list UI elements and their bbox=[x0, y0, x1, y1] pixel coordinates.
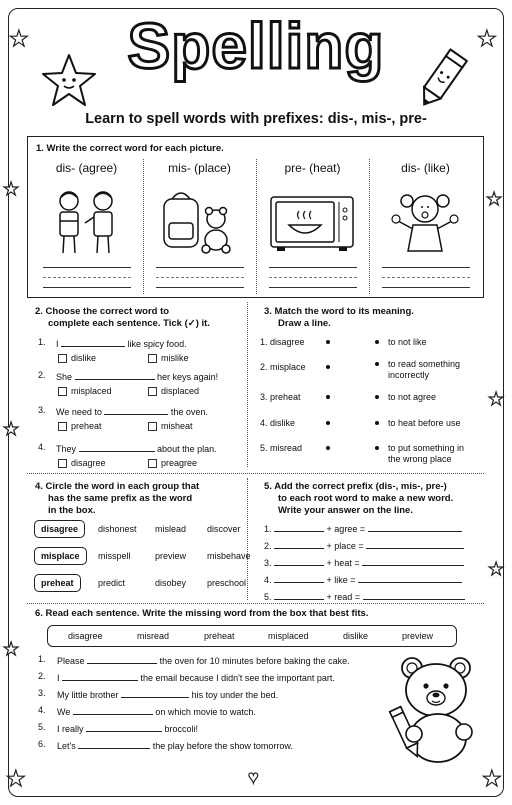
star-icon: ★ bbox=[6, 766, 26, 791]
question-sentence: I like spicy food. bbox=[56, 339, 187, 349]
word-bank-item: preview bbox=[402, 631, 434, 641]
answer-blank[interactable] bbox=[121, 688, 189, 698]
star-icon: ★ bbox=[9, 26, 29, 51]
guide-line bbox=[382, 277, 470, 278]
prefix-blank[interactable] bbox=[274, 556, 324, 566]
prefix-word-box: preheat bbox=[34, 574, 81, 592]
star-icon: ★ bbox=[488, 559, 505, 579]
section-3-title-line2: Draw a line. bbox=[278, 318, 331, 329]
fill-sentence: Please the oven for 10 minutes before baking the cake. bbox=[57, 656, 350, 666]
answer-blank[interactable] bbox=[62, 671, 138, 681]
word-bank-item: misread bbox=[137, 631, 170, 641]
answer-line[interactable] bbox=[156, 267, 244, 268]
option[interactable]: preagree bbox=[148, 458, 197, 468]
match-meaning: to not like bbox=[388, 337, 427, 347]
word-bank bbox=[47, 625, 457, 647]
question-sentence: They about the plan. bbox=[56, 444, 217, 454]
prefix-item: 2. + place = bbox=[264, 539, 464, 551]
answer-blank[interactable] bbox=[61, 337, 125, 347]
guide-line bbox=[269, 277, 357, 278]
match-word: 3. preheat bbox=[260, 392, 301, 402]
fill-sentence: I really broccoli! bbox=[57, 724, 199, 734]
two-boys-arguing-icon bbox=[41, 185, 132, 257]
sentence-number: 1. bbox=[38, 337, 46, 347]
option[interactable]: misplaced bbox=[58, 386, 112, 396]
match-meaning: to heat before use bbox=[388, 418, 461, 428]
star-icon: ★ bbox=[3, 419, 20, 439]
prefix-blank[interactable] bbox=[274, 522, 324, 532]
match-word: 2. misplace bbox=[260, 362, 306, 372]
match-dot[interactable] bbox=[326, 340, 330, 344]
picture-card bbox=[370, 159, 481, 294]
guide-line bbox=[156, 277, 244, 278]
section-4-title-line3: in the box. bbox=[48, 505, 96, 516]
choice-word[interactable]: disobey bbox=[155, 578, 187, 588]
section-2-title: 2. Choose the correct word to bbox=[35, 306, 170, 317]
choice-word[interactable]: predict bbox=[98, 578, 126, 588]
sentence-number: 5. bbox=[38, 722, 46, 732]
star-icon: ★ bbox=[477, 26, 497, 51]
checkbox-icon[interactable] bbox=[148, 459, 157, 468]
match-meaning: to read something bbox=[388, 359, 461, 369]
word-bank-item: preheat bbox=[204, 631, 235, 641]
answer-blank[interactable] bbox=[79, 442, 155, 452]
match-dot[interactable] bbox=[326, 365, 330, 369]
question-sentence: She her keys again! bbox=[56, 372, 219, 382]
checkbox-icon[interactable] bbox=[148, 422, 157, 431]
prefix-item: 4. + like = bbox=[264, 573, 462, 585]
sentence-number: 1. bbox=[38, 654, 46, 664]
match-meaning: to put something in bbox=[388, 443, 465, 453]
word-bank-item: disagree bbox=[68, 631, 103, 641]
fill-sentence: I the email because I didn't see the important part. bbox=[57, 673, 335, 683]
section-1-title: 1. Write the correct word for each picture. bbox=[36, 143, 224, 154]
picture-card bbox=[31, 159, 142, 294]
fill-sentence: My little brother his toy under the bed. bbox=[57, 690, 279, 700]
choice-word[interactable]: discover bbox=[207, 524, 241, 534]
smiling-star-icon bbox=[40, 52, 98, 110]
girl-disliking-icon bbox=[380, 185, 471, 257]
checkbox-icon[interactable] bbox=[58, 354, 67, 363]
answer-line[interactable] bbox=[43, 267, 131, 268]
answer-blank[interactable] bbox=[368, 522, 462, 532]
option[interactable]: displaced bbox=[148, 386, 199, 396]
prefix-item: 3. + heat = bbox=[264, 556, 464, 568]
section-5-title-line2: to each root word to make a new word. bbox=[278, 493, 454, 504]
answer-blank[interactable] bbox=[358, 573, 462, 583]
pencil-icon bbox=[412, 44, 472, 114]
star-icon: ★ bbox=[3, 179, 20, 199]
option[interactable]: misheat bbox=[148, 421, 193, 431]
checkbox-icon[interactable] bbox=[148, 354, 157, 363]
answer-line[interactable] bbox=[269, 267, 357, 268]
choice-word[interactable]: dishonest bbox=[98, 524, 137, 534]
section-3-title: 3. Match the word to its meaning. bbox=[264, 306, 414, 317]
sentence-number: 2. bbox=[38, 370, 46, 380]
question-sentence: We need to the oven. bbox=[56, 407, 208, 417]
match-meaning: to not agree bbox=[388, 392, 437, 402]
section-4-title: 4. Circle the word in each group that bbox=[35, 481, 200, 492]
microwave-with-bowl-icon bbox=[267, 185, 358, 257]
section-4-title-line2: has the same prefix as the word bbox=[48, 493, 193, 504]
star-icon: ★ bbox=[486, 189, 503, 209]
answer-blank[interactable] bbox=[86, 722, 162, 732]
checkbox-icon[interactable] bbox=[58, 387, 67, 396]
sentence-number: 4. bbox=[38, 442, 46, 452]
checkbox-icon[interactable] bbox=[148, 387, 157, 396]
option[interactable]: dislike bbox=[58, 353, 96, 363]
match-word: 1. disagree bbox=[260, 337, 305, 347]
picture-card bbox=[144, 159, 255, 294]
answer-blank[interactable] bbox=[366, 539, 464, 549]
section-6-title: 6. Read each sentence. Write the missing word from the box that best fits. bbox=[35, 608, 369, 619]
prefix-blank[interactable] bbox=[274, 573, 324, 583]
match-meaning: incorrectly bbox=[388, 370, 430, 380]
teddy-bear-with-pencil-icon bbox=[386, 652, 486, 764]
sentence-number: 3. bbox=[38, 405, 46, 415]
page-title: Spelling bbox=[127, 10, 385, 82]
answer-blank[interactable] bbox=[73, 705, 153, 715]
checkbox-icon[interactable] bbox=[58, 459, 67, 468]
backpack-and-teddy-bear-icon bbox=[154, 185, 245, 257]
heart-icon: ♥ bbox=[248, 767, 259, 787]
prefix-blank[interactable] bbox=[274, 590, 324, 600]
picture-card bbox=[257, 159, 368, 294]
answer-blank[interactable] bbox=[362, 556, 464, 566]
match-meaning: the wrong place bbox=[388, 454, 452, 464]
picture-label: pre- (heat) bbox=[284, 161, 341, 175]
choice-word[interactable]: misbehave bbox=[207, 551, 251, 561]
page-subtitle: Learn to spell words with prefixes: dis-, mis-, pre- bbox=[85, 111, 427, 127]
section-5-title-line3: Write your answer on the line. bbox=[278, 505, 413, 516]
answer-line[interactable] bbox=[156, 287, 244, 288]
prefix-blank[interactable] bbox=[274, 539, 324, 549]
match-dot[interactable] bbox=[375, 446, 379, 450]
answer-line[interactable] bbox=[269, 287, 357, 288]
match-dot[interactable] bbox=[326, 421, 330, 425]
picture-label: dis- (agree) bbox=[55, 161, 118, 175]
answer-blank[interactable] bbox=[87, 654, 157, 664]
picture-label: mis- (place) bbox=[168, 161, 231, 175]
section-1-box bbox=[27, 136, 484, 298]
answer-line[interactable] bbox=[382, 267, 470, 268]
option[interactable]: disagree bbox=[58, 458, 106, 468]
sentence-number: 6. bbox=[38, 739, 46, 749]
answer-blank[interactable] bbox=[78, 739, 150, 749]
section-2-title-line2: complete each sentence. Tick (✓) it. bbox=[48, 318, 210, 329]
match-dot[interactable] bbox=[326, 395, 330, 399]
star-icon: ★ bbox=[3, 639, 20, 659]
answer-line[interactable] bbox=[43, 287, 131, 288]
match-word: 4. dislike bbox=[260, 418, 296, 428]
match-dot[interactable] bbox=[375, 395, 379, 399]
match-dot[interactable] bbox=[375, 421, 379, 425]
answer-blank[interactable] bbox=[75, 370, 155, 380]
match-dot[interactable] bbox=[326, 446, 330, 450]
section-5-title: 5. Add the correct prefix (dis-, mis-, pre-) bbox=[264, 481, 447, 492]
prefix-item: 5. + read = bbox=[264, 590, 465, 602]
star-icon: ★ bbox=[482, 766, 502, 791]
prefix-item: 1. + agree = bbox=[264, 522, 462, 534]
fill-sentence: Let's the play before the show tomorrow. bbox=[57, 741, 293, 751]
star-icon: ★ bbox=[488, 389, 505, 409]
option[interactable]: preheat bbox=[58, 421, 102, 431]
answer-blank[interactable] bbox=[363, 590, 465, 600]
sentence-number: 2. bbox=[38, 671, 46, 681]
option[interactable]: mislike bbox=[148, 353, 189, 363]
match-word: 5. misread bbox=[260, 443, 303, 453]
choice-word[interactable]: mislead bbox=[155, 524, 187, 534]
word-bank-item: dislike bbox=[343, 631, 369, 641]
match-dot[interactable] bbox=[375, 340, 379, 344]
choice-word[interactable]: misspell bbox=[98, 551, 131, 561]
guide-line bbox=[43, 277, 131, 278]
checkbox-icon[interactable] bbox=[58, 422, 67, 431]
answer-blank[interactable] bbox=[104, 405, 168, 415]
sentence-number: 4. bbox=[38, 705, 46, 715]
answer-line[interactable] bbox=[382, 287, 470, 288]
prefix-word-box: disagree bbox=[34, 520, 85, 538]
sentence-number: 3. bbox=[38, 688, 46, 698]
choice-word[interactable]: preschool bbox=[207, 578, 247, 588]
fill-sentence: We on which movie to watch. bbox=[57, 707, 256, 717]
picture-label: dis- (like) bbox=[401, 161, 450, 175]
word-bank-item: misplaced bbox=[268, 631, 309, 641]
choice-word[interactable]: preview bbox=[155, 551, 187, 561]
prefix-word-box: misplace bbox=[34, 547, 87, 565]
match-dot[interactable] bbox=[375, 362, 379, 366]
